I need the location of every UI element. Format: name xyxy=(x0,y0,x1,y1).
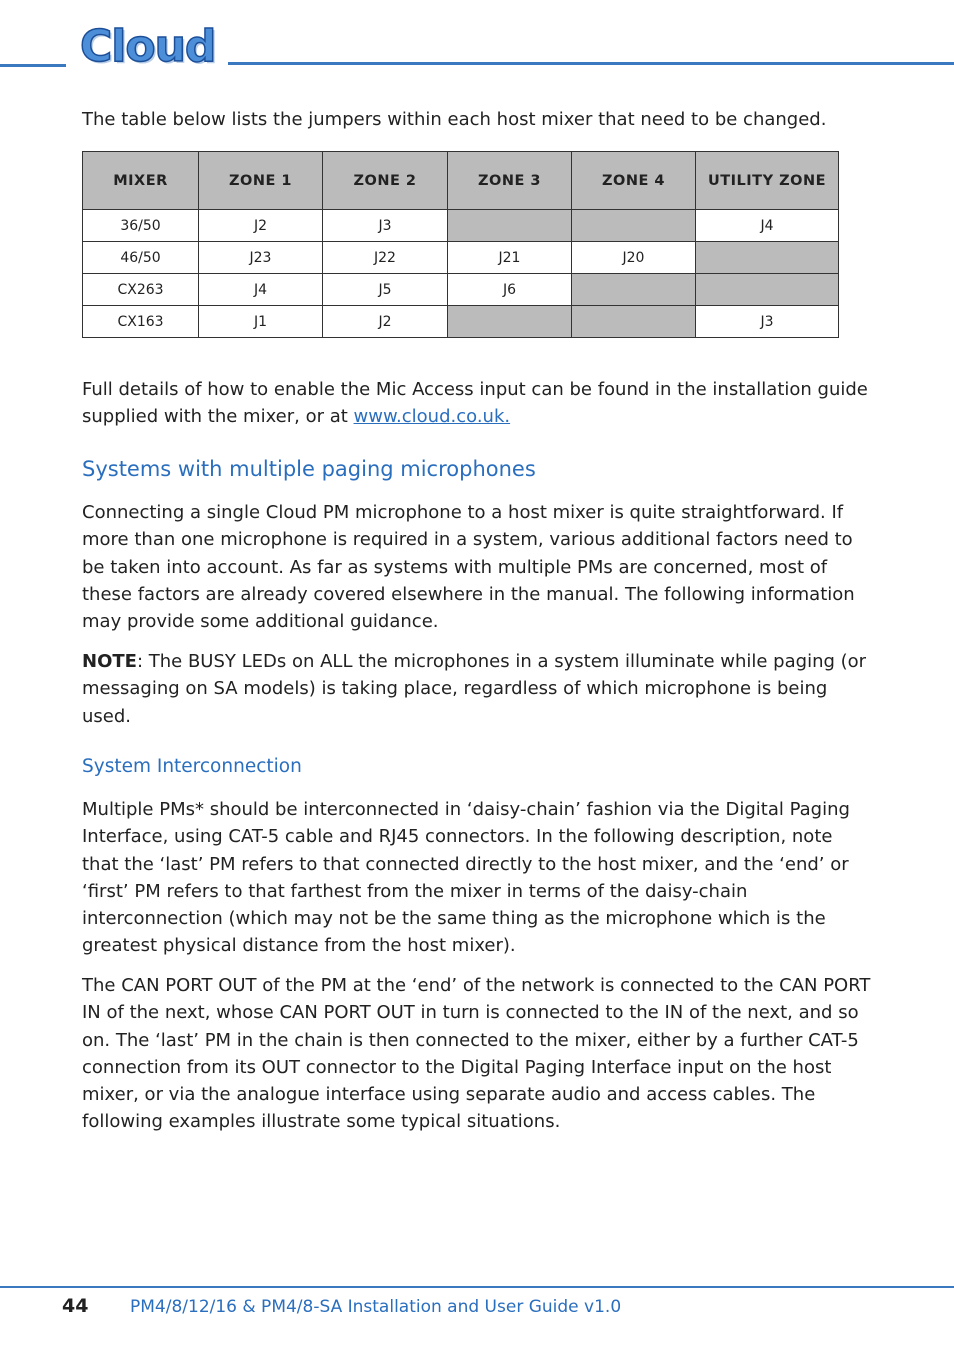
header-rule-left xyxy=(0,64,66,67)
table-cell-empty xyxy=(572,306,696,338)
table-cell: J6 xyxy=(448,274,572,306)
table-cell: 46/50 xyxy=(83,242,199,274)
table-cell: J5 xyxy=(323,274,448,306)
jumper-table xyxy=(82,151,839,338)
table-cell: J22 xyxy=(323,242,448,274)
table-cell: J3 xyxy=(323,210,448,242)
details-paragraph xyxy=(82,376,872,431)
table-cell-empty xyxy=(696,242,839,274)
note-paragraph xyxy=(82,648,872,730)
table-cell: 36/50 xyxy=(83,210,199,242)
details-text: Full details of how to enable the Mic Access input can be found in the installation guide supplied with the mixer, or at xyxy=(82,379,868,428)
table-cell: J1 xyxy=(199,306,323,338)
table-cell: J3 xyxy=(696,306,839,338)
table-cell: J4 xyxy=(199,274,323,306)
header-rule-right xyxy=(228,62,954,65)
section-heading: Systems with multiple paging microphones xyxy=(82,457,536,481)
cloud-logo: Cloud xyxy=(80,21,216,72)
table-cell-empty xyxy=(572,210,696,242)
footer-rule xyxy=(0,1286,954,1288)
table-cell: CX163 xyxy=(83,306,199,338)
column-header-zone-4: ZONE 4 xyxy=(572,152,696,210)
table-cell-empty xyxy=(696,274,839,306)
table-row xyxy=(83,210,839,242)
table-cell-empty xyxy=(448,306,572,338)
table-cell: J4 xyxy=(696,210,839,242)
table-header-row xyxy=(83,152,839,210)
table-cell: J20 xyxy=(572,242,696,274)
interconnection-paragraph-2: The CAN PORT OUT of the PM at the ‘end’ of the network is connected to the CAN PORT IN of the next, whose CAN PORT OUT in turn is connected to the IN of the next, and so on. The ‘last’ PM in the chain is then connected to the mixer, either by a further CAT-5 connection from its OUT connector to the Digital Paging Interface input on the host mixer, or via the analogue interface using separate audio and access cables. The following examples illustrate some typical situations. xyxy=(82,975,871,1133)
subsection-heading: System Interconnection xyxy=(82,756,302,777)
note-label: NOTE xyxy=(82,651,137,672)
column-header-zone-2: ZONE 2 xyxy=(323,152,448,210)
interconnection-paragraph-1: Multiple PMs* should be interconnected in ‘daisy-chain’ fashion via the Digital Paging Interface, using CAT-5 cable and RJ45 connectors. In the following description, note that the ‘last’ PM refers to that connected directly to the host mixer, and the ‘end’ or ‘first’ PM refers to that farthest from the mixer in terms of the daisy-chain interconnection (which may not be the same thing as the microphone which is the greatest physical distance from the host mixer). xyxy=(82,799,850,957)
table-row xyxy=(83,242,839,274)
table-cell: J2 xyxy=(323,306,448,338)
column-header-zone-1: ZONE 1 xyxy=(199,152,323,210)
table-cell: J2 xyxy=(199,210,323,242)
table-cell: CX263 xyxy=(83,274,199,306)
column-header-zone-3: ZONE 3 xyxy=(448,152,572,210)
column-header-mixer: MIXER xyxy=(83,152,199,210)
section-paragraph: Connecting a single Cloud PM microphone to a host mixer is quite straightforward. If more than one microphone is required in a system, various additional factors need to be taken into account. As far as systems with multiple PMs are concerned, most of these factors are already covered elsewhere in the manual. The following information may provide some additional guidance. xyxy=(82,502,855,633)
table-cell-empty xyxy=(448,210,572,242)
table-cell: J21 xyxy=(448,242,572,274)
table-cell: J23 xyxy=(199,242,323,274)
table-row xyxy=(83,274,839,306)
intro-paragraph: The table below lists the jumpers within each host mixer that need to be changed. xyxy=(82,109,827,130)
cloud-website-link[interactable]: www.cloud.co.uk. xyxy=(353,406,511,428)
note-text: : The BUSY LEDs on ALL the microphones in a system illuminate while paging (or messaging on SA models) is taking place, regardless of which microphone is being used. xyxy=(82,651,867,727)
table-cell-empty xyxy=(572,274,696,306)
table-row xyxy=(83,306,839,338)
column-header-utility-zone: UTILITY ZONE xyxy=(696,152,839,210)
footer-document-title: PM4/8/12/16 & PM4/8-SA Installation and User Guide v1.0 xyxy=(130,1297,622,1317)
page-number: 44 xyxy=(62,1295,89,1317)
